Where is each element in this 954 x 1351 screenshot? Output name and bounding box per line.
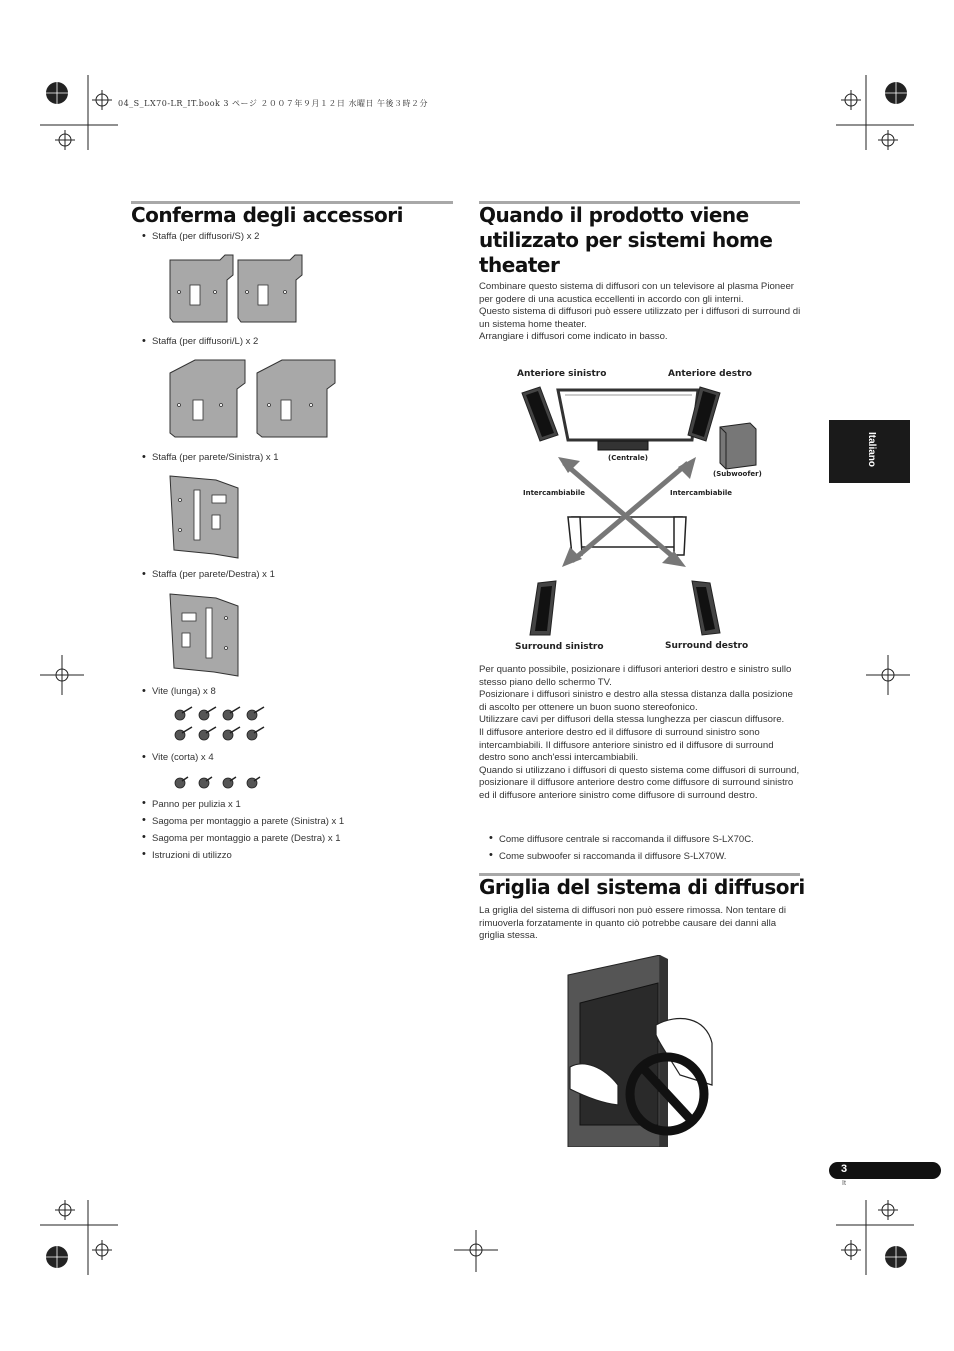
- bracket-s-image: [165, 250, 310, 330]
- paragraph: Arrangiare i diffusori come indicato in basso.: [479, 331, 668, 343]
- accessory-item: [140, 452, 279, 463]
- label-surround-right: Surround destro: [665, 641, 749, 651]
- accessory-label: • Staffa (per parete/Sinistra) x 1: [140, 452, 279, 463]
- paragraph: Questo sistema di diffusori può essere utilizzato per i diffusori di surround di un sistema home theater.: [479, 306, 801, 330]
- accessory-item: [140, 569, 275, 580]
- section-title-accessories: Conferma degli accessori: [131, 203, 403, 227]
- label-center: (Centrale): [608, 454, 648, 462]
- section-title-grille: Griglia del sistema di diffusori: [479, 875, 805, 899]
- accessory-label: • Sagoma per montaggio a parete (Destra) x 1: [140, 830, 344, 847]
- label-front-left: Anteriore sinistro: [517, 369, 607, 379]
- recommendation-item: • Come subwoofer si raccomanda il diffusore S-LX70W.: [487, 848, 754, 865]
- recommendation-list: [487, 831, 754, 865]
- placement-text: [479, 664, 801, 803]
- bracket-l-image: [165, 355, 345, 443]
- accessory-label: • Sagoma per montaggio a parete (Sinistra) x 1: [140, 813, 344, 830]
- speaker-layout-drawing: [510, 365, 780, 660]
- accessory-label: • Vite (corta) x 4: [140, 752, 214, 763]
- paragraph: Combinare questo sistema di diffusori con un televisore al plasma Pioneer per godere di una acustica eccellenti in accordo con gli interni.: [479, 281, 794, 305]
- language-tab-label: Italiano: [866, 432, 877, 468]
- intro-text: [479, 281, 801, 344]
- label-interchangeable-left: Intercambiabile: [523, 489, 585, 497]
- page-language-code: It: [842, 1180, 846, 1187]
- long-screws-image: [170, 703, 270, 745]
- label-subwoofer: (Subwoofer): [713, 470, 762, 478]
- wall-bracket-left-image: [166, 470, 246, 562]
- paragraph: Utilizzare cavi per diffusori della stessa lunghezza per ciascun diffusore.: [479, 714, 785, 726]
- grille-removal-warning-image: [560, 955, 720, 1147]
- accessory-label: • Staffa (per parete/Destra) x 1: [140, 569, 275, 580]
- accessory-label: • Istruzioni di utilizzo: [140, 847, 344, 864]
- label-front-right: Anteriore destro: [668, 369, 752, 379]
- language-tab: [829, 420, 910, 483]
- accessory-list-misc: [140, 796, 344, 864]
- accessory-label: • Panno per pulizia x 1: [140, 796, 344, 813]
- accessory-label: • Vite (lunga) x 8: [140, 686, 216, 697]
- paragraph: Quando si utilizzano i diffusori di questo sistema come diffusori di surround, posizionare il diffusore anteriore destro come diffusore di surround sinistro ed il diffusore anteriore sinistro come diffusore di surround destro.: [479, 764, 800, 801]
- paragraph: Per quanto possibile, posizionare i diffusori anteriori destro e sinistro sullo stesso piano dello schermo TV.: [479, 664, 792, 688]
- recommendation-item: • Come diffusore centrale si raccomanda il diffusore S-LX70C.: [487, 831, 754, 848]
- label-surround-left: Surround sinistro: [515, 642, 604, 652]
- accessory-label: • Staffa (per diffusori/L) x 2: [140, 336, 258, 347]
- page-number: 3: [841, 1163, 848, 1175]
- accessory-label: • Staffa (per diffusori/S) x 2: [140, 231, 259, 242]
- grille-text: La griglia del sistema di diffusori non può essere rimossa. Non tentare di rimuoverla forzatamente in quanto ciò potrebbe causare dei danni alla griglia stessa.: [479, 905, 786, 942]
- short-screws-image: [170, 772, 270, 792]
- section-title-home-theater: Quando il prodotto viene utilizzato per sistemi home theater: [479, 203, 773, 277]
- accessory-item: [140, 231, 259, 242]
- speaker-layout-diagram: [510, 365, 780, 660]
- paragraph: Il diffusore anteriore destro ed il diffusore di surround sinistro sono intercambiabili. Il diffusore anteriore sinistro ed il diffusore di surround destro sono anch'essi intercambiabili.: [479, 726, 774, 764]
- accessory-item: [140, 752, 214, 763]
- label-interchangeable-right: Intercambiabile: [670, 489, 732, 497]
- wall-bracket-right-image: [166, 588, 246, 680]
- accessory-item: [140, 686, 216, 697]
- print-info: 04_S_LX70-LR_IT.book 3 ページ ２００７年９月１２日 水曜日 午後３時２分: [118, 99, 428, 108]
- paragraph: Posizionare i diffusori sinistro e destro alla stessa distanza dalla posizione di ascolto per ottenere un buon suono stereofonico.: [479, 689, 793, 713]
- accessory-item: [140, 336, 258, 347]
- page-number-badge: [829, 1162, 941, 1179]
